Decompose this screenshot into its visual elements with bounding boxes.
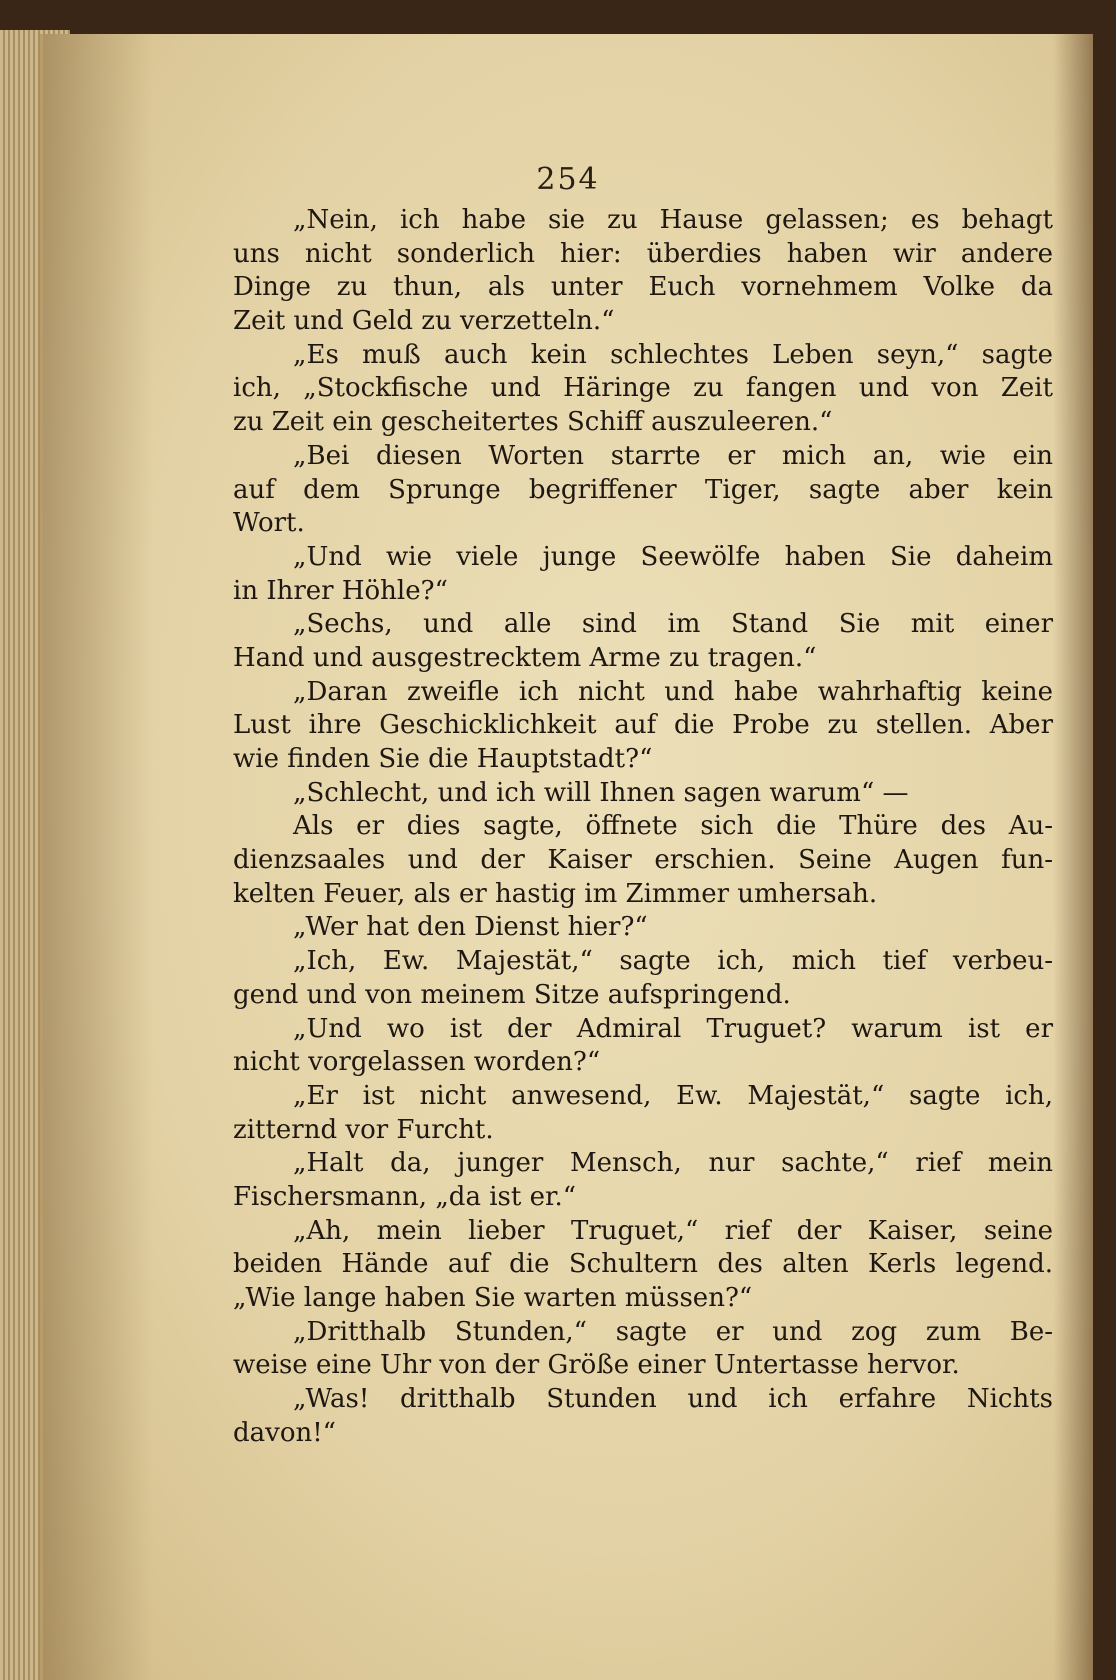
text-line: „Wie lange haben Sie warten müssen?“ bbox=[233, 1283, 753, 1313]
text-line: nicht vorgelassen worden?“ bbox=[233, 1047, 601, 1078]
text-line: „Wer hat den Dienst hier?“ bbox=[293, 912, 648, 943]
text-line: „Ich, Ew. Majestät,“ sagte ich, mich tief verbeu- bbox=[293, 946, 1053, 977]
text-line: Wort. bbox=[233, 508, 305, 539]
text-line: „Schlecht, und ich will Ihnen sagen warum“ — bbox=[293, 777, 909, 808]
page-gutter-shadow bbox=[43, 34, 153, 1680]
text-line: Hand und ausgestrecktem Arme zu tragen.“ bbox=[233, 642, 817, 673]
text-line: „Und wie viele junge Seewölfe haben Sie daheim bbox=[293, 541, 1053, 572]
text-line: Als er dies sagte, öffnete sich die Thüre des Au- bbox=[293, 811, 1053, 842]
text-line: auf dem Sprunge begriffener Tiger, sagte aber kein bbox=[233, 474, 1053, 505]
text-line: dienzsaales und der Kaiser erschien. Seine Augen fun- bbox=[233, 845, 1053, 876]
text-line: „Es muß auch kein schlechtes Leben seyn,“ sagte bbox=[293, 339, 1053, 370]
text-line: „Sechs, und alle sind im Stand Sie mit einer bbox=[293, 609, 1053, 640]
text-line: „Was! dritthalb Stunden und ich erfahre Nichts bbox=[293, 1384, 1053, 1415]
text-line: „Daran zweifle ich nicht und habe wahrhaftig keine bbox=[293, 676, 1053, 707]
text-line: gend und von meinem Sitze aufspringend. bbox=[233, 979, 791, 1010]
text-line: Zeit und Geld zu verzetteln.“ bbox=[233, 306, 615, 337]
text-line: „Nein, ich habe sie zu Hause gelassen; es behagt bbox=[293, 205, 1053, 235]
text-line: kelten Feuer, als er hastig im Zimmer umhersah. bbox=[233, 878, 878, 909]
text-line: zitternd vor Furcht. bbox=[233, 1114, 494, 1145]
book-page bbox=[40, 34, 1093, 1680]
text-line: ich, „Stockfische und Häringe zu fangen und von Zeit bbox=[233, 373, 1053, 404]
text-line: beiden Hände auf die Schultern des alten Kerls legend. bbox=[233, 1249, 1053, 1280]
body-text bbox=[233, 204, 1053, 1450]
text-line: „Bei diesen Worten starrte er mich an, wie ein bbox=[293, 440, 1053, 471]
text-line: Fischersmann, „da ist er.“ bbox=[233, 1181, 577, 1212]
page-edge-shadow bbox=[1053, 34, 1093, 1680]
text-line: davon!“ bbox=[233, 1417, 336, 1448]
text-line: „Ah, mein lieber Truguet,“ rief der Kaiser, seine bbox=[293, 1215, 1053, 1246]
text-line: „Dritthalb Stunden,“ sagte er und zog zum Be- bbox=[293, 1316, 1053, 1347]
text-line: Lust ihre Geschicklichkeit auf die Probe zu stellen. Aber bbox=[233, 710, 1053, 741]
text-line: weise eine Uhr von der Größe einer Untertasse hervor. bbox=[233, 1350, 960, 1381]
text-line: „Und wo ist der Admiral Truguet? warum ist er bbox=[293, 1013, 1053, 1044]
text-line: uns nicht sonderlich hier: überdies haben wir andere bbox=[233, 238, 1053, 269]
text-line: Dinge zu thun, als unter Euch vornehmem Volke da bbox=[233, 272, 1053, 303]
page-number: 254 bbox=[536, 162, 600, 197]
text-line: „Er ist nicht anwesend, Ew. Majestät,“ sagte ich, bbox=[293, 1080, 1053, 1111]
text-line: zu Zeit ein gescheitertes Schiff auszuleeren.“ bbox=[233, 407, 833, 438]
text-line: in Ihrer Höhle?“ bbox=[233, 575, 448, 606]
text-line: wie finden Sie die Hauptstadt?“ bbox=[233, 744, 653, 774]
text-line: „Halt da, junger Mensch, nur sachte,“ rief mein bbox=[293, 1148, 1053, 1179]
